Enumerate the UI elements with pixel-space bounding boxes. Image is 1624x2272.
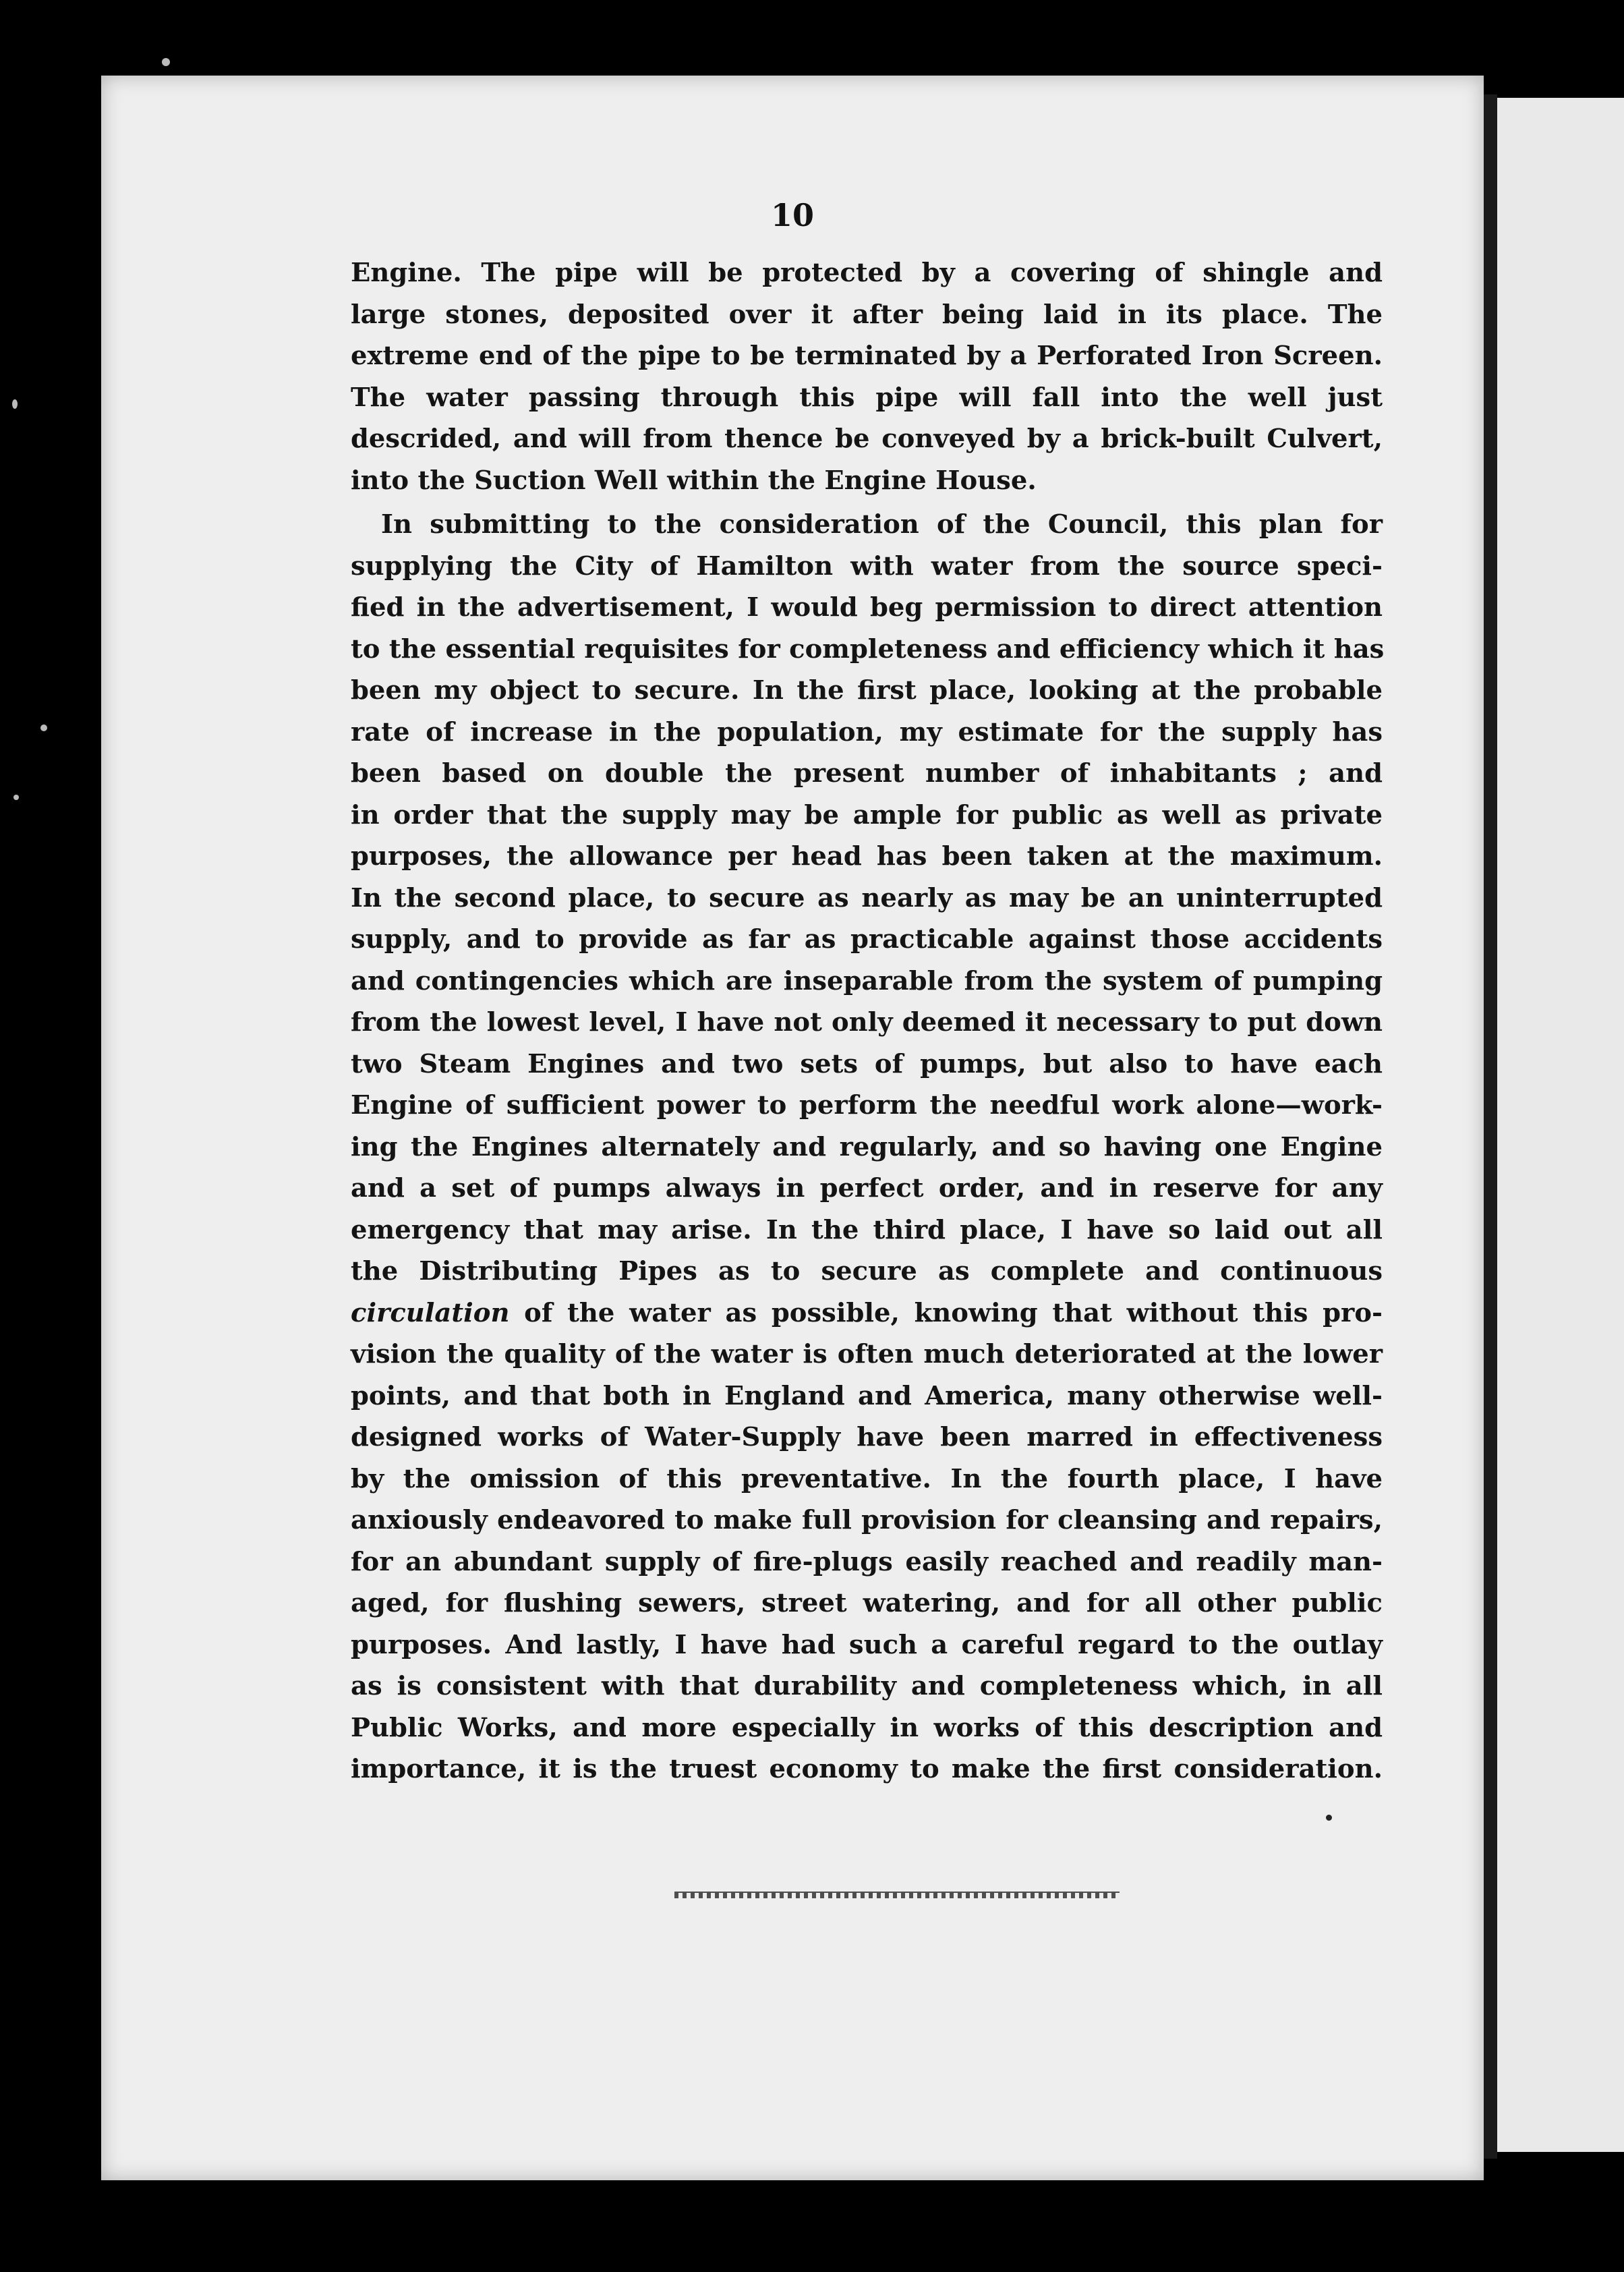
text-line: In the second place, to secure as nearly as may be an uninterrupted [351,882,1383,913]
text-line: into the Suction Well within the Engine House. [351,465,1037,496]
text-line: large stones, deposited over it after being laid in its place. The [351,299,1383,330]
text-line: as is consistent with that durability and completeness which, in all [351,1671,1383,1701]
text-line: supply, and to provide as far as practicable against those accidents [351,924,1383,955]
text-line: been my object to secure. In the first place, looking at the probable [351,675,1383,706]
text-line: anxiously endeavored to make full provision for cleansing and repairs, [351,1505,1383,1535]
text-line: emergency that may arise. In the third place, I have so laid out all [351,1214,1383,1245]
paragraph-1 [351,252,1383,501]
text-line: In submitting to the consideration of the Council, this plan for [381,509,1383,540]
text-line: by the omission of this preventative. In the fourth place, I have [351,1463,1383,1494]
dust-speck [162,58,170,66]
text-line: purposes, the allowance per head has been taken at the maximum. [351,841,1383,872]
text-line: rate of increase in the population, my estimate for the supply has [351,716,1383,747]
text-line: two Steam Engines and two sets of pumps, but also to have each [351,1048,1383,1079]
text-line: descrided, and will from thence be conveyed by a brick-built Culvert, [351,424,1383,454]
text-line: ing the Engines alternately and regularly, and so having one Engine [351,1131,1383,1162]
text-line: designed works of Water-Supply have been marred in effectiveness [351,1422,1383,1452]
page-number: 10 [770,197,814,233]
text-line: Public Works, and more especially in works of this description and [351,1712,1383,1743]
dust-speck [12,399,18,409]
dust-speck [13,795,19,800]
text-line: aged, for flushing sewers, street watering, and for all other public [351,1588,1383,1618]
text-line: and a set of pumps always in perfect order, and in reserve for any [351,1173,1383,1203]
text-line: purposes. And lastly, I have had such a careful regard to the outlay [351,1629,1383,1660]
text-line: for an abundant supply of fire-plugs easily reached and readily man- [351,1546,1383,1577]
text-line: Engine. The pipe will be protected by a covering of shingle and [351,258,1383,288]
text-line: vision the quality of the water is often much deteriorated at the lower [351,1339,1383,1369]
dust-speck [1326,1815,1332,1821]
text-line: importance, it is the truest economy to make the first consideration. [351,1754,1383,1784]
facing-page-edge [1497,98,1624,2152]
text-line: extreme end of the pipe to be terminated by a Perforated Iron Screen. [351,341,1383,371]
text-line: points, and that both in England and America, many otherwise well- [351,1380,1383,1411]
italic-word: circulation [351,1297,510,1328]
text-line: from the lowest level, I have not only deemed it necessary to put down [351,1007,1383,1038]
decorative-rule [674,1892,1120,1898]
text-fragment: of the water as possible, knowing that without this pro- [509,1297,1383,1328]
text-line: been based on double the present number of inhabitants ; and [351,758,1383,789]
dust-speck [40,725,47,731]
text-line: supplying the City of Hamilton with water from the source speci- [351,550,1383,581]
text-line: fied in the advertisement, I would beg permission to direct attention [351,592,1383,623]
body-text [351,252,1383,1790]
page-gutter-shadow [1484,94,1497,2159]
text-line: The water passing through this pipe will fall into the well just [351,382,1383,413]
book-page [101,76,1484,2180]
text-line: and contingencies which are inseparable from the system of pumping [351,965,1383,996]
text-line-italic-start [351,1293,1383,1334]
text-line: Engine of sufficient power to perform the needful work alone—work- [351,1090,1383,1120]
paragraph-2 [351,504,1383,1790]
text-line: to the essential requisites for completeness and efficiency which it has [351,633,1385,664]
text-line: in order that the supply may be ample for public as well as private [351,799,1383,830]
text-line: the Distributing Pipes as to secure as complete and continuous [351,1256,1383,1286]
